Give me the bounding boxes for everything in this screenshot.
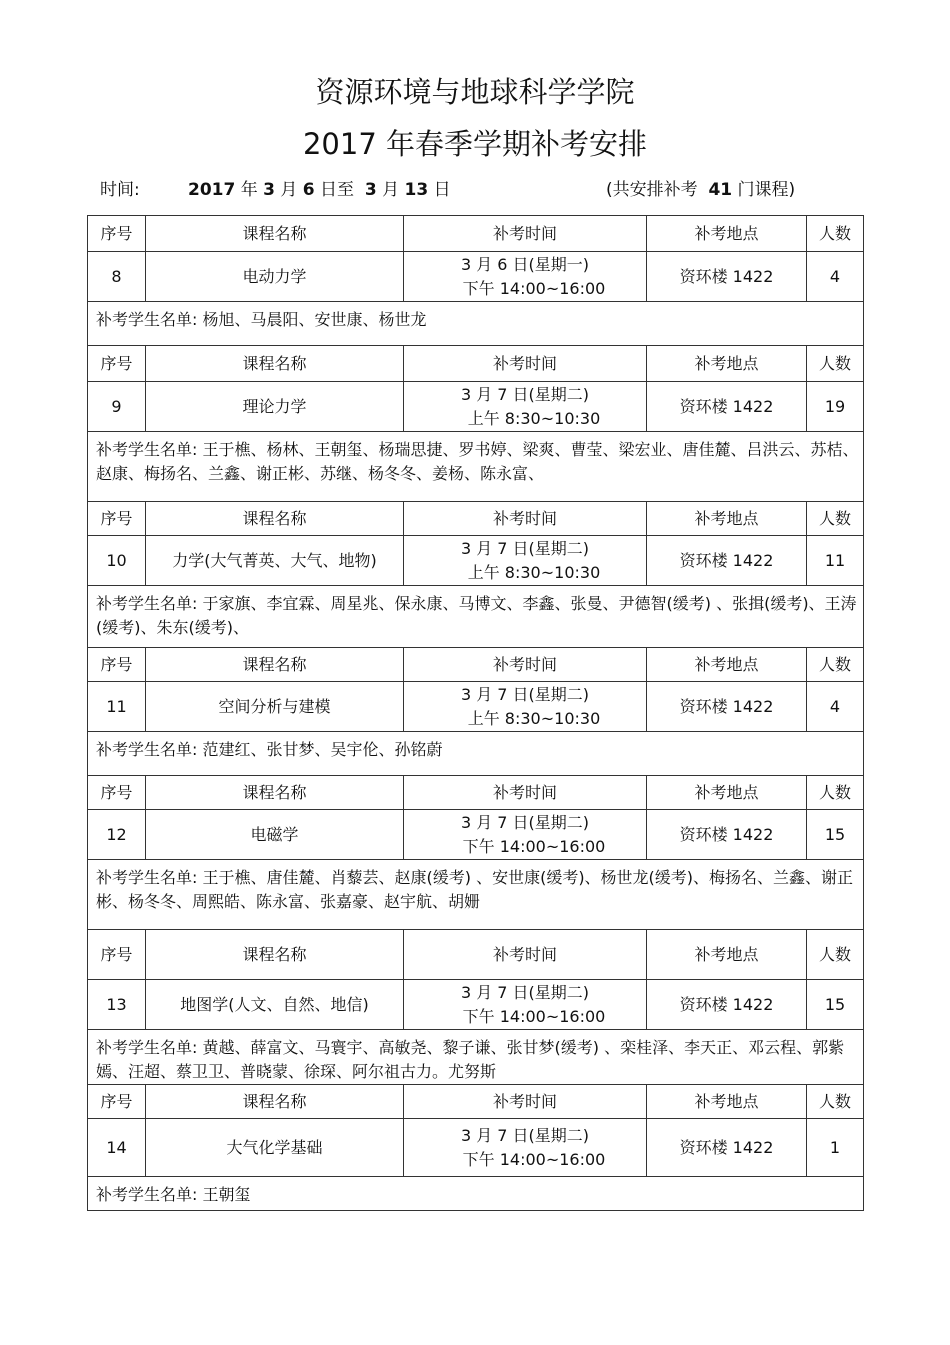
exam-place: 资环楼 1422 (647, 682, 807, 732)
student-list-cell (88, 860, 864, 930)
student-list-cell (88, 586, 864, 648)
exam-slot: 下午 14:00~16:00 (462, 1149, 606, 1169)
student-names: 黄越、薛富文、马寰宇、高敏尧、黎子谦、张甘梦(缓考) 、栾桂泽、李天正、邓云程、郭紫嫣、汪超、蔡卫卫、普晓蒙、徐琛、阿尔祖古力。尤努斯 (96, 1038, 845, 1081)
exam-time (404, 682, 647, 732)
header-count: 人数 (807, 776, 864, 810)
exam-date: 3 月 7 日(星期二) (460, 538, 590, 558)
header-course: 课程名称 (146, 502, 404, 536)
course-seq: 12 (88, 810, 146, 860)
student-count: 15 (807, 980, 864, 1030)
course-seq: 10 (88, 536, 146, 586)
exam-time (404, 252, 647, 302)
page-subtitle: 2017 年春季学期补考安排 (302, 127, 648, 161)
column-header-row (88, 930, 864, 980)
header-seq: 序号 (88, 216, 146, 252)
course-row (88, 1119, 864, 1177)
header-seq: 序号 (88, 346, 146, 382)
course-name: 电动力学 (146, 252, 404, 302)
student-list-label: 补考学生名单: (96, 1038, 198, 1057)
course-seq: 9 (88, 382, 146, 432)
exam-time (404, 382, 647, 432)
course-seq: 13 (88, 980, 146, 1030)
student-names: 王于樵、杨林、王朝玺、杨瑞思捷、罗书婷、梁爽、曹莹、梁宏业、唐佳麓、吕洪云、苏桔、赵康、梅扬名、兰鑫、谢正彬、苏继、杨冬冬、姜杨、陈永富、 (96, 440, 859, 483)
exam-date: 3 月 7 日(星期二) (460, 812, 590, 832)
header-count: 人数 (807, 1085, 864, 1119)
header-course: 课程名称 (146, 648, 404, 682)
student-names: 杨旭、马晨阳、安世康、杨世龙 (202, 310, 427, 329)
header-time: 补考时间 (404, 648, 647, 682)
exam-slot: 下午 14:00~16:00 (462, 836, 606, 856)
student-names: 王朝玺 (202, 1185, 251, 1204)
header-seq: 序号 (88, 930, 146, 980)
student-count: 4 (807, 252, 864, 302)
exam-place: 资环楼 1422 (647, 1119, 807, 1177)
exam-slot: 上午 8:30~10:30 (467, 408, 601, 428)
header-course: 课程名称 (146, 216, 404, 252)
exam-date: 3 月 7 日(星期二) (460, 1125, 590, 1145)
column-header-row (88, 776, 864, 810)
exam-slot: 上午 8:30~10:30 (467, 562, 601, 582)
student-count: 11 (807, 536, 864, 586)
header-place: 补考地点 (647, 502, 807, 536)
course-row (88, 810, 864, 860)
header-course: 课程名称 (146, 346, 404, 382)
header-place: 补考地点 (647, 930, 807, 980)
course-name: 力学(大气菁英、大气、地物) (146, 536, 404, 586)
course-seq: 8 (88, 252, 146, 302)
header-time: 补考时间 (404, 930, 647, 980)
student-list-cell (88, 302, 864, 346)
student-list-cell (88, 1030, 864, 1085)
header-time: 补考时间 (404, 346, 647, 382)
column-header-row (88, 216, 864, 252)
time-label: 时间: (100, 180, 140, 200)
exam-date: 3 月 7 日(星期二) (460, 982, 590, 1002)
course-row (88, 682, 864, 732)
column-header-row (88, 346, 864, 382)
student-list-label: 补考学生名单: (96, 740, 198, 759)
exam-slot: 上午 8:30~10:30 (467, 708, 601, 728)
header-place: 补考地点 (647, 1085, 807, 1119)
students-row (88, 586, 864, 648)
student-list-cell (88, 732, 864, 776)
header-time: 补考时间 (404, 1085, 647, 1119)
column-header-row (88, 1085, 864, 1119)
header-place: 补考地点 (647, 776, 807, 810)
exam-place: 资环楼 1422 (647, 810, 807, 860)
student-list-label: 补考学生名单: (96, 440, 198, 459)
course-seq: 11 (88, 682, 146, 732)
exam-time (404, 810, 647, 860)
header-place: 补考地点 (647, 216, 807, 252)
header-time: 补考时间 (404, 776, 647, 810)
time-range: 2017 年 3 月 6 日至 3 月 13 日 (188, 180, 451, 200)
course-row (88, 382, 864, 432)
page-title: 资源环境与地球科学学院 (315, 75, 635, 109)
header-count: 人数 (807, 930, 864, 980)
student-count: 1 (807, 1119, 864, 1177)
column-header-row (88, 502, 864, 536)
students-row (88, 1177, 864, 1211)
makeup-exam-table (87, 215, 864, 1211)
student-names: 王于樵、唐佳麓、肖藜芸、赵康(缓考) 、安世康(缓考)、杨世龙(缓考)、梅扬名、兰鑫、谢正彬、杨冬冬、周熙皓、陈永富、张嘉豪、赵宇航、胡姗 (96, 868, 854, 911)
column-header-row (88, 648, 864, 682)
header-course: 课程名称 (146, 776, 404, 810)
exam-place: 资环楼 1422 (647, 536, 807, 586)
student-count: 19 (807, 382, 864, 432)
header-place: 补考地点 (647, 648, 807, 682)
exam-place: 资环楼 1422 (647, 252, 807, 302)
student-names: 范建红、张甘梦、吴宇伦、孙铭蔚 (202, 740, 443, 759)
header-count: 人数 (807, 216, 864, 252)
header-count: 人数 (807, 346, 864, 382)
header-time: 补考时间 (404, 502, 647, 536)
student-list-label: 补考学生名单: (96, 594, 198, 613)
course-summary: (共安排补考 41 门课程) (606, 180, 796, 200)
student-list-cell (88, 1177, 864, 1211)
course-name: 大气化学基础 (146, 1119, 404, 1177)
student-names: 于家旗、李宜霖、周星兆、保永康、马博文、李鑫、张曼、尹德智(缓考) 、张揖(缓考)、王涛(缓考)、朱东(缓考)、 (96, 594, 857, 637)
course-row (88, 252, 864, 302)
header-place: 补考地点 (647, 346, 807, 382)
header-count: 人数 (807, 502, 864, 536)
course-seq: 14 (88, 1119, 146, 1177)
exam-slot: 下午 14:00~16:00 (462, 1006, 606, 1026)
header-count: 人数 (807, 648, 864, 682)
course-row (88, 536, 864, 586)
header-course: 课程名称 (146, 1085, 404, 1119)
course-row (88, 980, 864, 1030)
exam-time (404, 1119, 647, 1177)
header-course: 课程名称 (146, 930, 404, 980)
header-time: 补考时间 (404, 216, 647, 252)
course-name: 理论力学 (146, 382, 404, 432)
header-seq: 序号 (88, 648, 146, 682)
student-count: 15 (807, 810, 864, 860)
students-row (88, 860, 864, 930)
exam-date: 3 月 7 日(星期二) (460, 384, 590, 404)
course-name: 电磁学 (146, 810, 404, 860)
exam-place: 资环楼 1422 (647, 980, 807, 1030)
header-seq: 序号 (88, 776, 146, 810)
exam-time (404, 980, 647, 1030)
students-row (88, 302, 864, 346)
schedule-info-line (0, 175, 950, 203)
exam-date: 3 月 7 日(星期二) (460, 684, 590, 704)
exam-place: 资环楼 1422 (647, 382, 807, 432)
exam-time (404, 536, 647, 586)
student-list-label: 补考学生名单: (96, 868, 198, 887)
student-list-label: 补考学生名单: (96, 310, 198, 329)
exam-slot: 下午 14:00~16:00 (462, 278, 606, 298)
course-name: 空间分析与建模 (146, 682, 404, 732)
student-count: 4 (807, 682, 864, 732)
student-list-label: 补考学生名单: (96, 1185, 198, 1204)
student-list-cell (88, 432, 864, 502)
header-seq: 序号 (88, 1085, 146, 1119)
header-seq: 序号 (88, 502, 146, 536)
exam-date: 3 月 6 日(星期一) (460, 254, 590, 274)
students-row (88, 732, 864, 776)
students-row (88, 432, 864, 502)
course-name: 地图学(人文、自然、地信) (146, 980, 404, 1030)
students-row (88, 1030, 864, 1085)
